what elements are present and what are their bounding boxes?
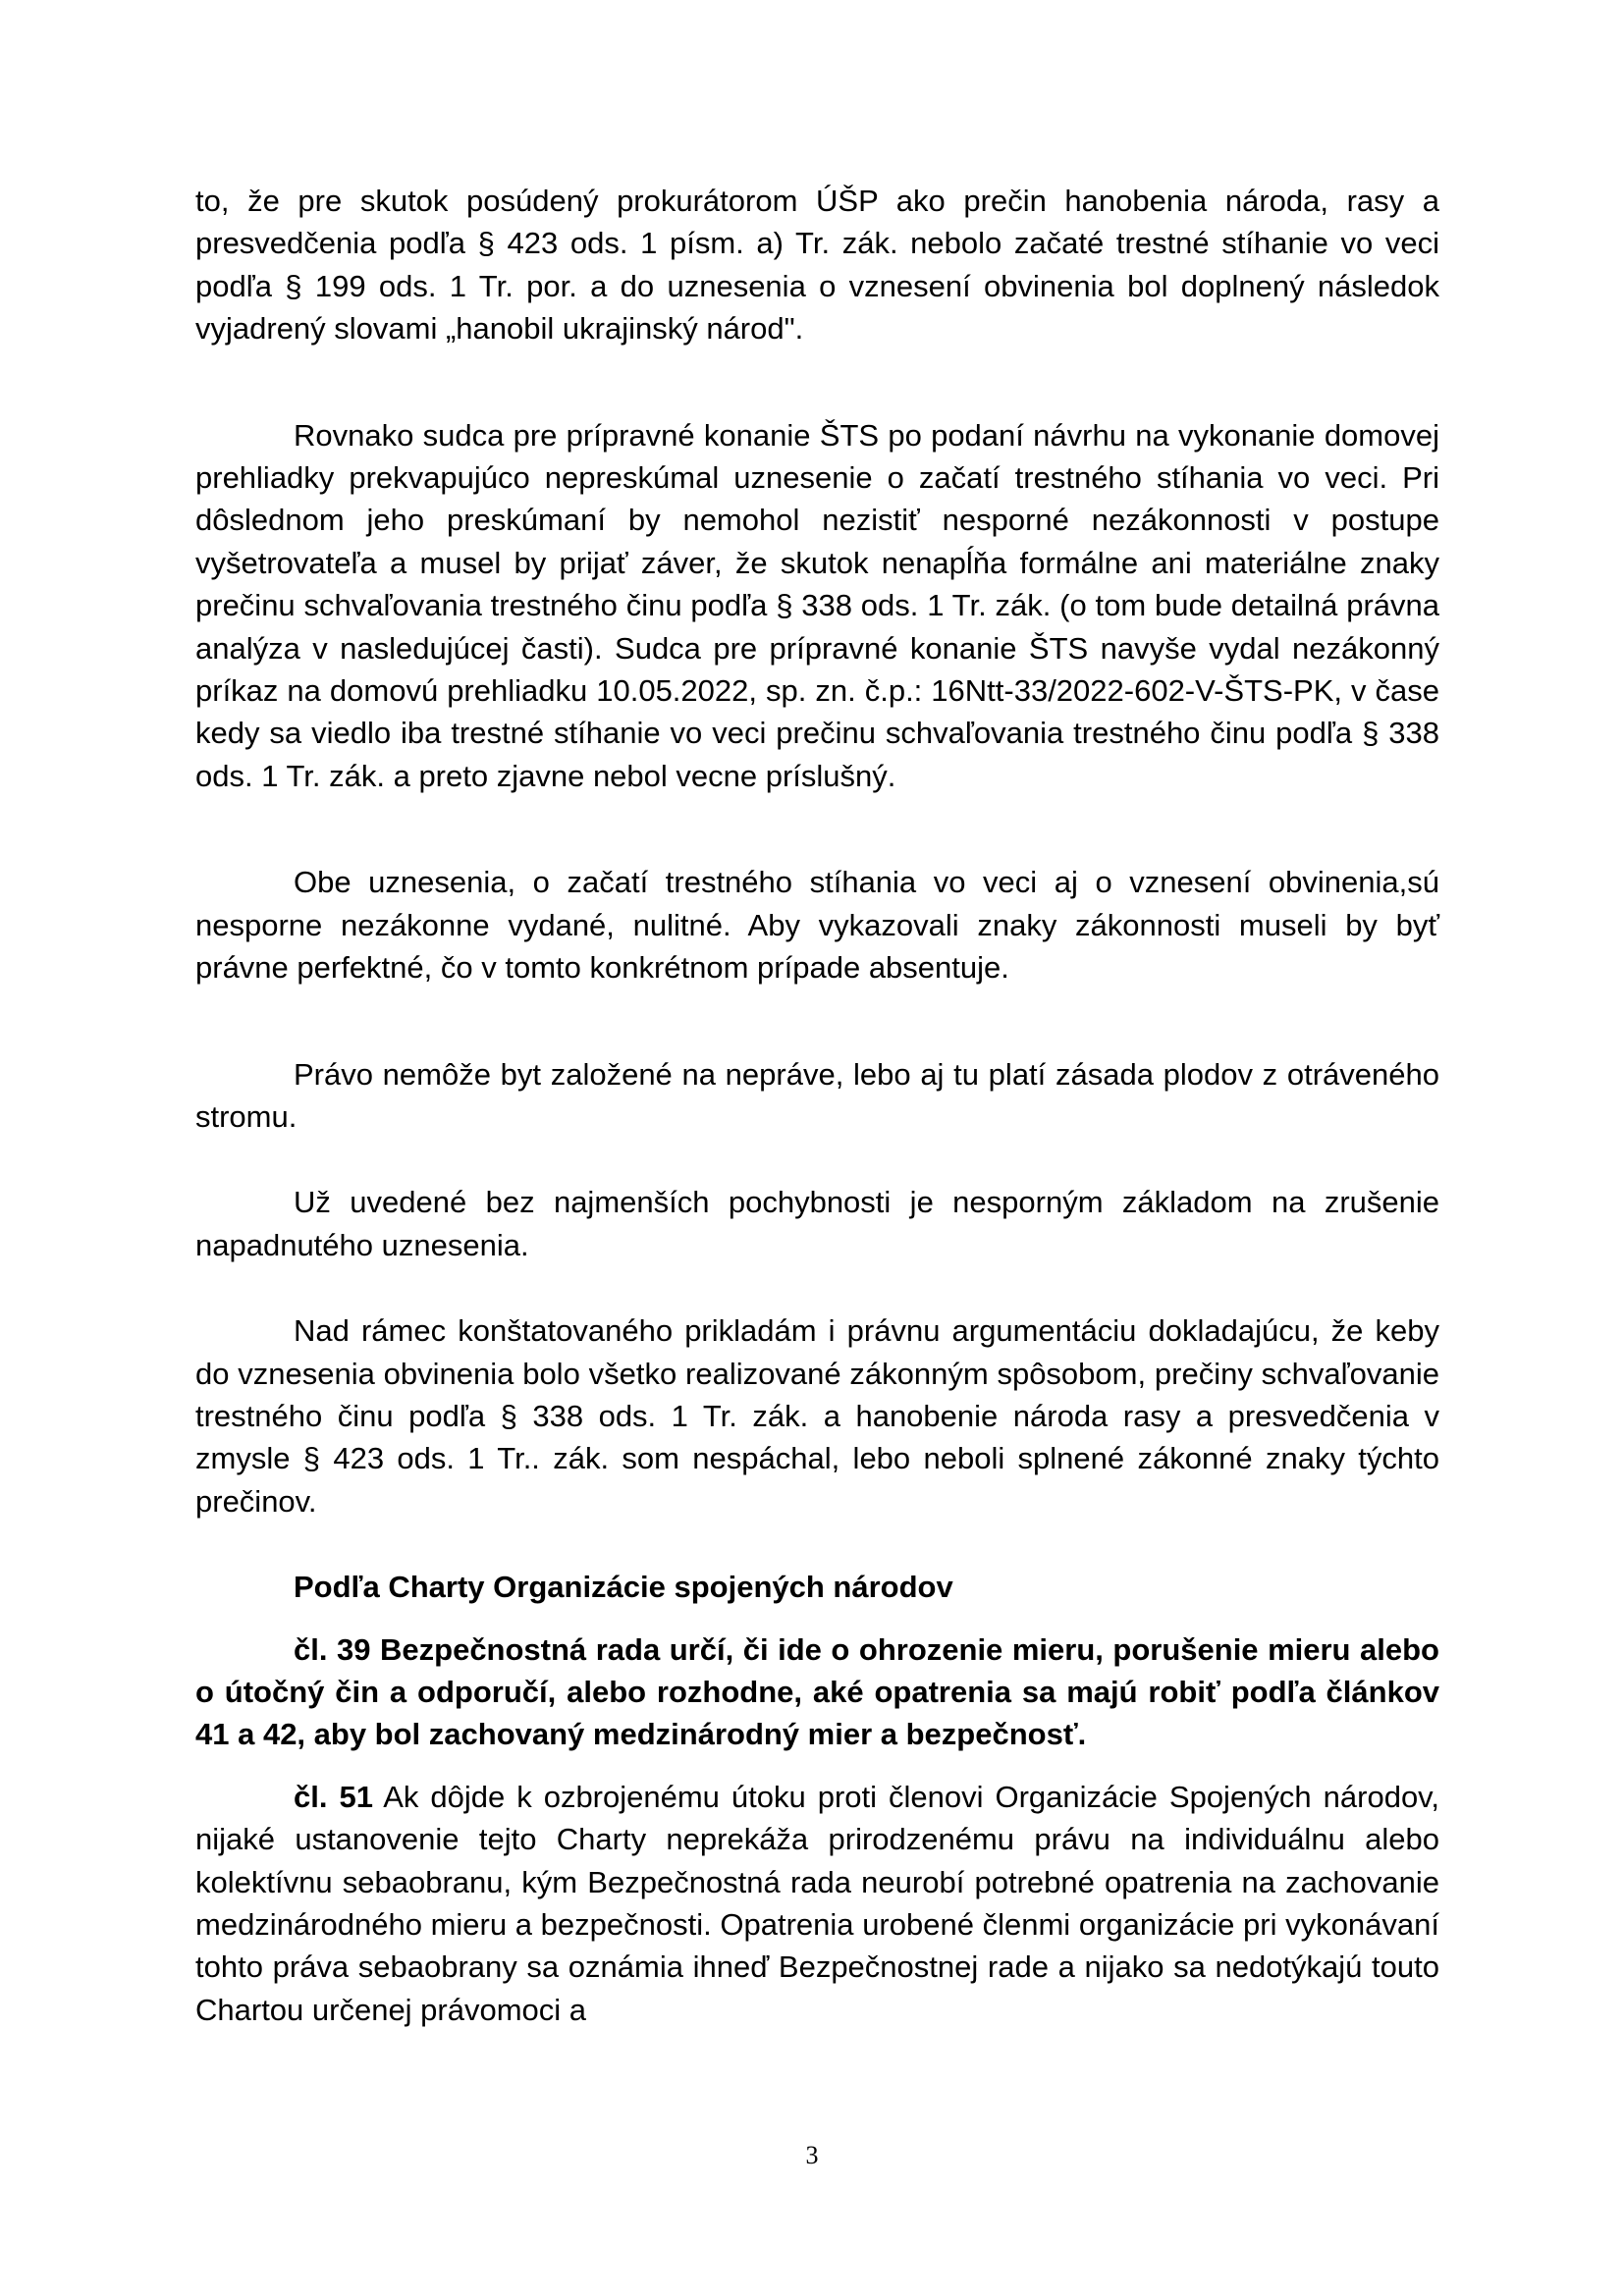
article-51 [195, 1776, 1439, 2031]
paragraph-legal-argumentation: Nad rámec konštatovaného prikladám i právnu argumentáciu dokladajúcu, že keby do vznesenia obvinenia bolo všetko realizované zákonným spôsobom, prečiny schvaľovanie trestného činu podľa § 338 ods. 1 Tr. zák. a hanobenie národa rasy a presvedčenia v zmysle § 423 ods. 1 Tr.. zák. som nespáchal, lebo neboli splnené zákonné znaky týchto prečinov. [195, 1313, 1439, 1519]
document-body [195, 180, 1439, 2074]
article-51-text: Ak dôjde k ozbrojenému útoku proti členovi Organizácie Spojených národov, nijaké ustanovenie tejto Charty neprekáža prirodzenému právu na individuálnu alebo kolektívnu sebaobranu, kým Bezpečnostná rada neurobí potrebné opatrenia na zachovanie medzinárodného mieru a bezpečnosti. Opatrenia urobené členmi organizácie pri vykonávaní tohto práva sebaobrany sa oznámia ihneď Bezpečnostnej rade a nijako sa nedotýkajú touto Chartou určenej právomoci a [195, 1779, 1439, 2027]
page-number: 3 [805, 2141, 819, 2169]
paragraph-judge-review: Rovnako sudca pre prípravné konanie ŠTS po podaní návrhu na vykonanie domovej prehliadky prekvapujúco nepreskúmal uznesenie o začatí trestného stíhania vo veci. Pri dôslednom jeho preskúmaní by nemohol nezistiť nesporné nezákonnosti v postupe vyšetrovateľa a musel by prijať záver, že skutok nenapĺňa formálne ani materiálne znaky prečinu schvaľovania trestného činu podľa § 338 ods. 1 Tr. zák. (o tom bude detailná právna analýza v nasledujúcej časti). Sudca pre prípravné konanie ŠTS navyše vydal nezákonný príkaz na domovú prehliadku 10.05.2022, sp. zn. č.p.: 16Ntt-33/2022-602-V-ŠTS-PK, v čase kedy sa viedlo iba trestné stíhanie vo veci prečinu schvaľovania trestného činu podľa § 338 ods. 1 Tr. zák. a preto zjavne nebol vecne príslušný. [195, 417, 1439, 793]
article-51-label: čl. 51 [294, 1779, 373, 1814]
paragraph-continuation: to, že pre skutok posúdený prokurátorom ÚŠP ako prečin hanobenia národa, rasy a presvedčenia podľa § 423 ods. 1 písm. a) Tr. zák. nebolo začaté trestné stíhanie vo veci podľa § 199 ods. 1 Tr. por. a do uznesenia o vznesení obvinenia bol doplnený následok vyjadrený slovami „hanobil ukrajinský národ". [195, 184, 1439, 347]
paragraph-poisoned-tree: Právo nemôže byt založené na neprávе, lebo aj tu platí zásada plodov z otráveného stromu. [195, 1056, 1439, 1134]
article-39: čl. 39 Bezpečnostná rada určí, či ide o ohrozenie mieru, porušenie mieru alebo o útočný čin a odporučí, alebo rozhodne, aké opatrenia sa majú robiť podľa článkov 41 a 42, aby bol zachovaný medzinárodný mier a bezpečnosť. [195, 1631, 1439, 1752]
paragraph-resolutions-nullity: Obe uznesenia, o začatí trestného stíhania vo veci aj o vznesení obvinenia,sú nesporne nezákonne vydané, nulitné. Aby vykazovali znaky zákonnosti museli by byť právne perfektné, čo v tomto konkrétnom prípade absentuje. [195, 865, 1439, 986]
paragraph-annulment-basis: Už uvedené bez najmenších pochybnosti je nesporným základom na zrušenie napadnutého uznesenia. [195, 1185, 1439, 1262]
section-heading: Podľa Charty Organizácie spojených národov [294, 1570, 953, 1605]
